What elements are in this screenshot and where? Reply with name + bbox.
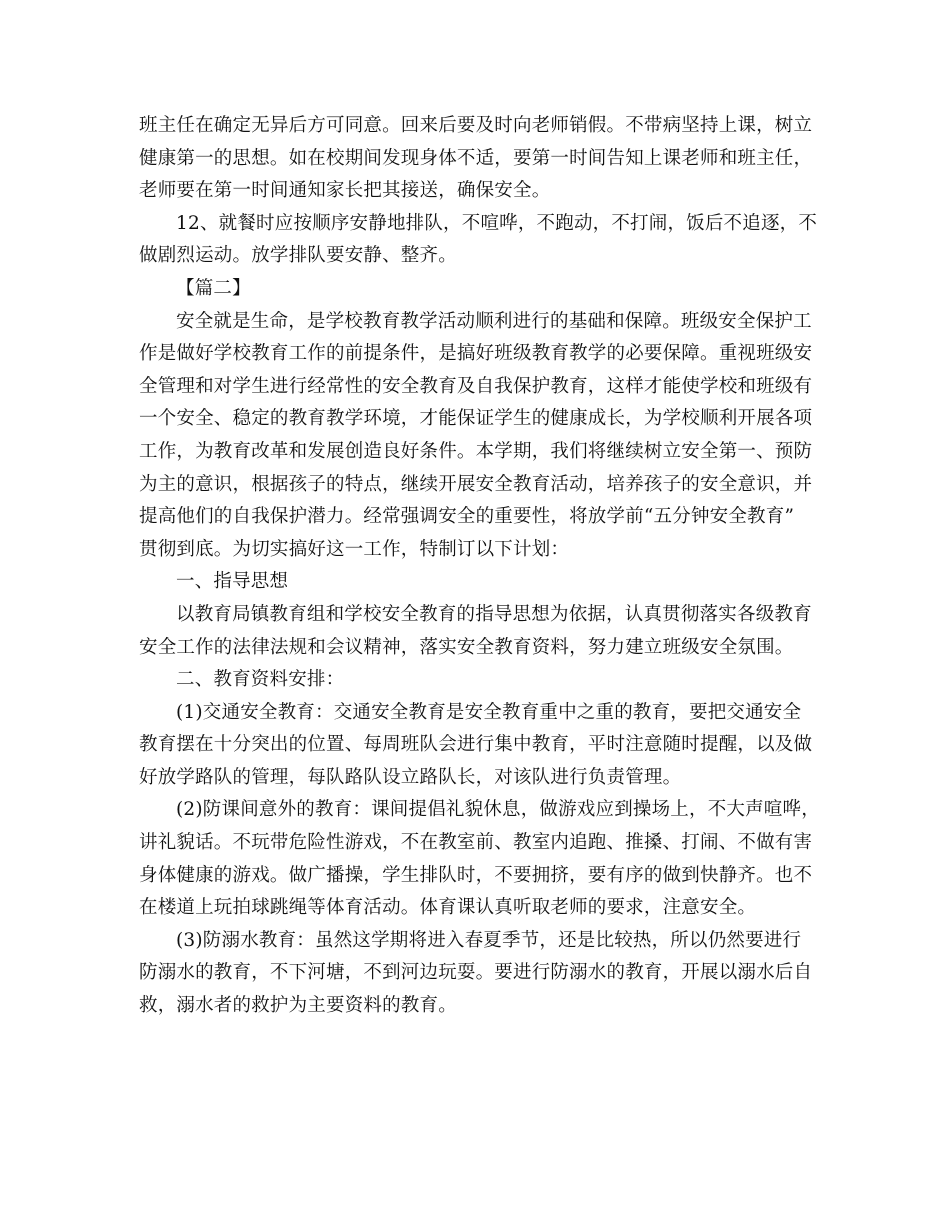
text-line: (1)交通安全教育：交通安全教育是安全教育重中之重的教育，要把交通安全 — [176, 701, 802, 723]
text-line: 老师要在第一时间通知家长把其接送，确保安全。 — [139, 180, 551, 202]
text-line: 【篇二】 — [176, 277, 251, 299]
text-line: 在楼道上玩拍球跳绳等体育活动。体育课认真听取老师的要求，注意安全。 — [139, 897, 757, 919]
text-line: 救，溺水者的救护为主要资料的教育。 — [139, 995, 457, 1017]
text-line: 安全就是生命，是学校教育教学活动顺利进行的基础和保障。班级安全保护工 — [176, 310, 812, 332]
text-line: 以教育局镇教育组和学校安全教育的指导思想为依据，认真贯彻落实各级教育 — [176, 603, 812, 625]
text-line: 二、教育资料安排： — [176, 669, 345, 691]
text-line: 身体健康的游戏。做广播操，学生排队时，不要拥挤，要有序的做到快静齐。也不 — [139, 864, 813, 886]
text-line: 防溺水的教育，不下河塘，不到河边玩耍。要进行防溺水的教育，开展以溺水后自 — [139, 962, 813, 984]
text-line: 做剧烈运动。放学排队要安静、整齐。 — [139, 245, 457, 267]
text-line: 12、就餐时应按顺序安静地排队，不喧哗，不跑动，不打闹，饭后不追逐，不 — [176, 212, 818, 234]
text-line: 作是做好学校教育工作的前提条件，是搞好班级教育教学的必要保障。重视班级安 — [139, 343, 813, 365]
text-line: 一个安全、稳定的教育教学环境，才能保证学生的健康成长，为学校顺利开展各项 — [139, 408, 813, 430]
text-line: 教育摆在十分突出的位置、每周班队会进行集中教育，平时注意随时提醒，以及做 — [139, 734, 813, 756]
text-line: 贯彻到底。为切实搞好这一工作，特制订以下计划： — [139, 538, 570, 560]
text-line: 工作，为教育改革和发展创造良好条件。本学期，我们将继续树立安全第一、预防 — [139, 440, 813, 462]
text-line: 班主任在确定无异后方可同意。回来后要及时向老师销假。不带病坚持上课，树立 — [139, 115, 813, 136]
text-line: (2)防课间意外的教育：课间提倡礼貌休息，做游戏应到操场上，不大声喧哗， — [176, 799, 820, 821]
text-line: 健康第一的思想。如在校期间发现身体不适，要第一时间告知上课老师和班主任， — [139, 147, 813, 169]
text-line: 为主的意识，根据孩子的特点，继续开展安全教育活动，培养孩子的安全意识，并 — [139, 473, 813, 495]
text-line: 好放学路队的管理，每队路队设立路队长，对该队进行负责管理。 — [139, 766, 682, 788]
document-body — [139, 110, 819, 1023]
text-line: (3)防溺水教育：虽然这学期将进入春夏季节，还是比较热，所以仍然要进行 — [176, 929, 802, 951]
text-line: 讲礼貌话。不玩带危险性游戏，不在教室前、教室内追跑、推搡、打闹、不做有害 — [139, 832, 813, 854]
text-line: 提高他们的自我保护潜力。经常强调安全的重要性，将放学前“五分钟安全教育” — [139, 506, 795, 528]
text-line: 安全工作的法律法规和会议精神，落实安全教育资料，努力建立班级安全氛围。 — [139, 636, 794, 658]
text-line: 一、指导思想 — [176, 571, 289, 593]
text-line: 全管理和对学生进行经常性的安全教育及自我保护教育，这样才能使学校和班级有 — [139, 375, 813, 397]
